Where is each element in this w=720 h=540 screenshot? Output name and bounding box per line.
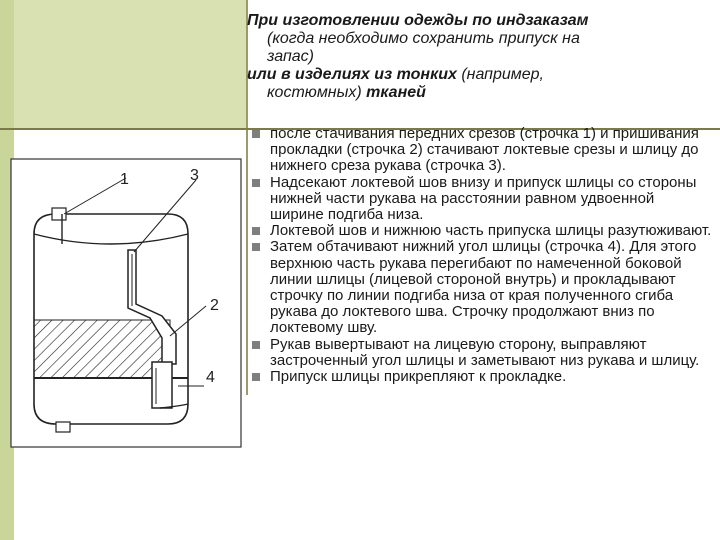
bullet-square-icon xyxy=(252,179,260,187)
list-item xyxy=(252,369,712,385)
bullet-square-icon xyxy=(252,130,260,138)
list-item-text: Рукав вывертывают на лицевую сторону, выправляют застроченный угол шлицы и заметывают низ рукава и шлицу. xyxy=(270,335,700,369)
figure-label-2: 2 xyxy=(210,297,219,314)
list-item-text: Локтевой шов и нижнюю часть припуска шлицы разутюживают. xyxy=(270,222,712,240)
figure-label-3: 3 xyxy=(190,167,199,184)
slide-heading xyxy=(247,12,707,102)
hatched-interlining xyxy=(34,320,170,378)
heading-line-4 xyxy=(247,66,707,84)
slit-corner xyxy=(152,362,172,408)
list-item xyxy=(252,175,712,224)
list-item-text: Припуск шлицы прикрепляют к прокладке. xyxy=(270,368,567,386)
bullet-square-icon xyxy=(252,227,260,235)
decor-top-band xyxy=(14,0,246,128)
bullet-square-icon xyxy=(252,243,260,251)
figure-label-4: 4 xyxy=(206,369,215,386)
list-item xyxy=(252,126,712,175)
list-item-text: Затем обтачивают нижний угол шлицы (строчка 4). Для этого верхнюю часть рукава перегибают по намеченной боковой линии шлицы (лицевой стороной внутрь) и прокладывают строчку по линии подгиба низа от края полученного сгиба рукава до локтевого шва. Строчку продолжают вниз по локтевому шву. xyxy=(270,238,697,337)
list-item xyxy=(252,223,712,239)
heading-line-1: При изготовлении одежды по индзаказам xyxy=(247,12,589,29)
list-item xyxy=(252,239,712,336)
heading-line-2: (когда необходимо сохранить припуск на xyxy=(267,30,580,47)
instruction-list xyxy=(252,126,712,385)
list-item xyxy=(252,337,712,369)
heading-line-3: запас) xyxy=(267,48,315,65)
bullet-square-icon xyxy=(252,341,260,349)
figure-frame xyxy=(11,159,241,447)
bullet-square-icon xyxy=(252,373,260,381)
heading-line-5-bold: тканей xyxy=(366,84,426,101)
list-item-text: Надсекают локтевой шов внизу и припуск шлицы со стороны нижней части рукава на расстоянии равном удвоенной ширине подгиба низа. xyxy=(270,173,697,224)
heading-line-5-plain: костюмных) xyxy=(267,84,367,101)
heading-line-4-bold: или в изделиях из тонких xyxy=(247,66,457,83)
sleeve-diagram xyxy=(10,158,242,448)
list-item-text: после стачивания передних срезов (строчка 1) и пришивания прокладки (строчка 2) стачивают локтевые срезы и шлицу до нижнего среза рукава (строчка 3). xyxy=(270,125,699,175)
bottom-tab xyxy=(56,422,70,432)
heading-line-4-rest: (например, xyxy=(456,66,544,83)
heading-line-5 xyxy=(247,84,707,102)
seam-1-tab xyxy=(52,208,66,220)
figure-label-1: 1 xyxy=(120,171,129,188)
